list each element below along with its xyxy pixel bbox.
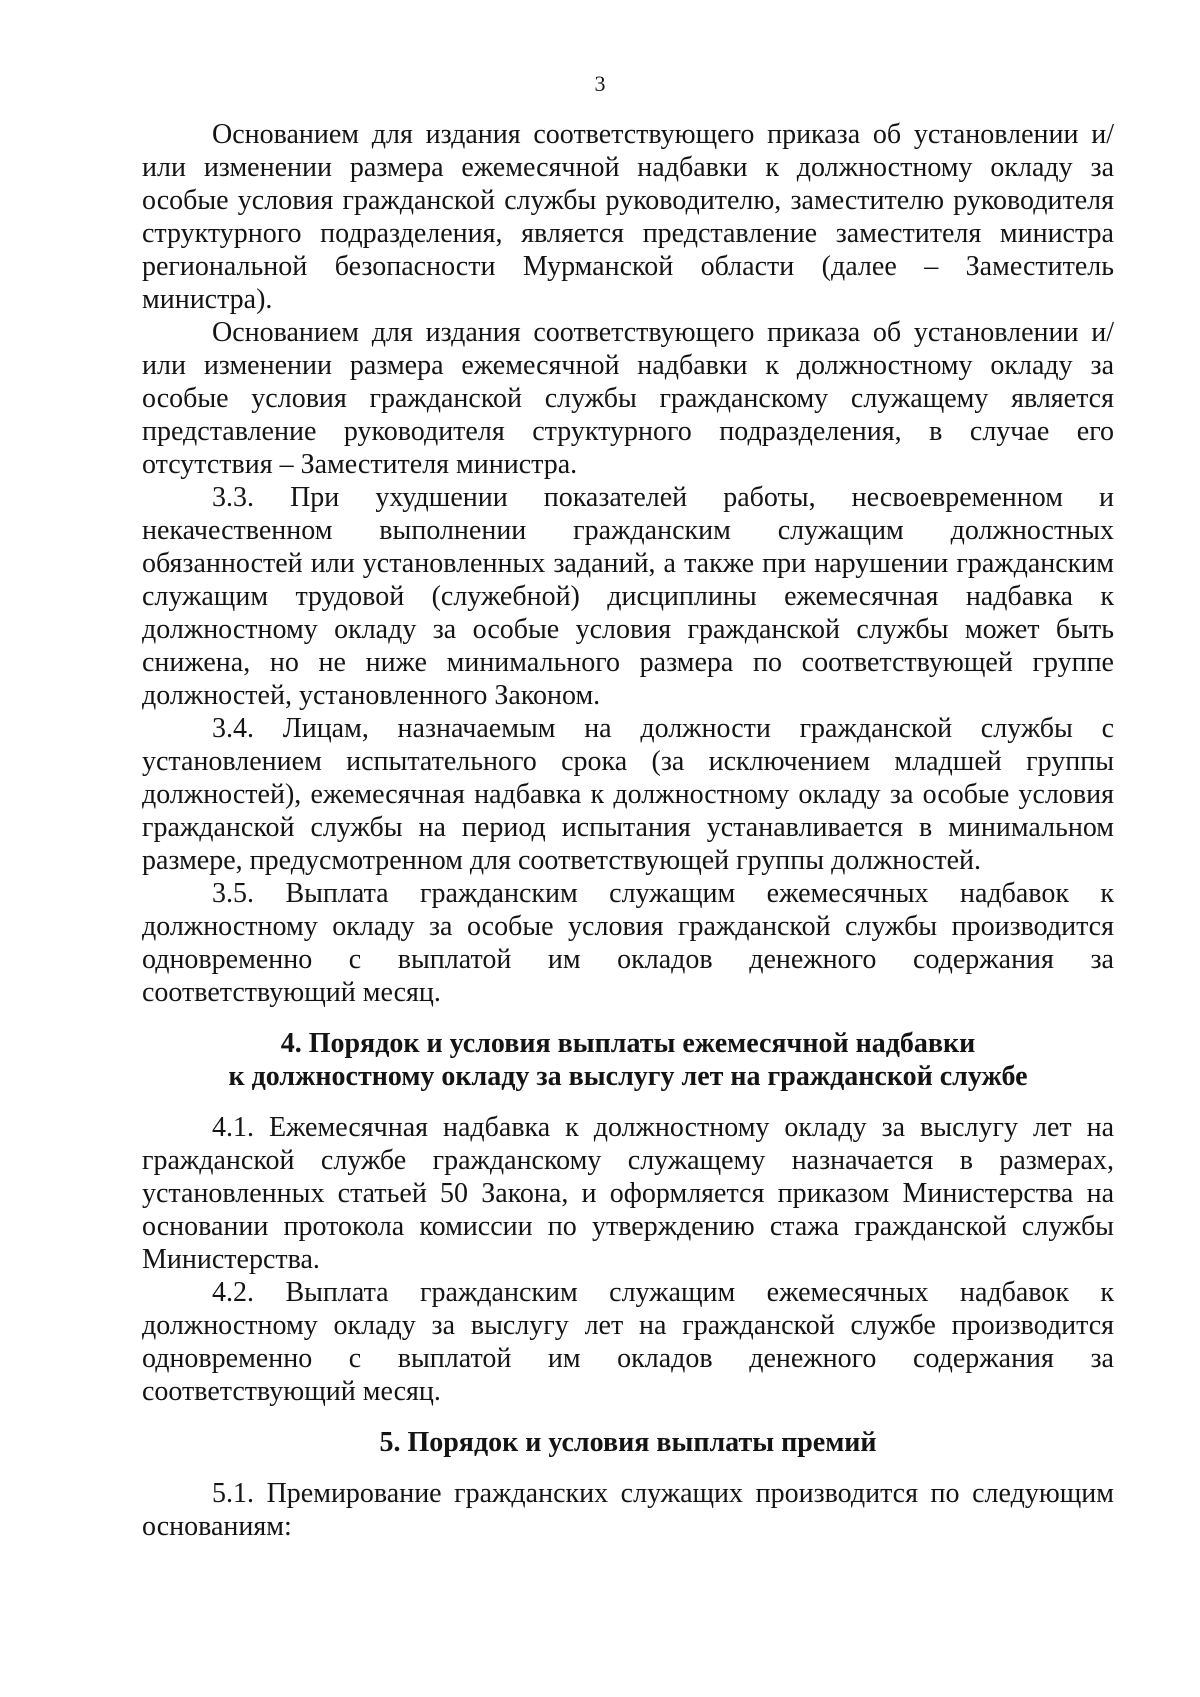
paragraph-basis-head: Основанием для издания соответствующего приказа об установлении и/или изменении размера ежемесячной надбавки к должностному окладу за особые условия гражданской службы руководителю, заместителю руководителя структурного подразделения, является представление заместителя министра региональной безопасности Мурманской области (далее – Заместитель министра).: [142, 119, 1114, 315]
section-4-heading-line-1: 4. Порядок и условия выплаты ежемесячной надбавки: [280, 1028, 976, 1059]
section-4-heading-line-2: к должностному окладу за выслугу лет на гражданской службе: [228, 1061, 1028, 1092]
paragraph-3-4: 3.4. Лицам, назначаемым на должности гражданской службы с установлением испытательного срока (за исключением младшей группы должностей), ежемесячная надбавка к должностному окладу за особые условия гражданской службы на период испытания устанавливается в минимальном размере, предусмотренном для соответствующей группы должностей.: [142, 713, 1114, 876]
paragraph-3-3: 3.3. При ухудшении показателей работы, несвоевременном и некачественном выполнении гражданским служащим должностных обязанностей или установленных заданий, а также при нарушении гражданским служащим трудовой (служебной) дисциплины ежемесячная надбавка к должностному окладу за особые условия гражданской службы может быть снижена, но не ниже минимального размера по соответствующей группе должностей, установленного Законом.: [142, 482, 1114, 711]
paragraph-4-1: 4.1. Ежемесячная надбавка к должностному окладу за выслугу лет на гражданской службе гражданскому служащему назначается в размерах, установленных статьей 50 Закона, и оформляется приказом Министерства на основании протокола комиссии по утверждению стажа гражданской службы Министерства.: [142, 1112, 1114, 1275]
paragraph-4-2: 4.2. Выплата гражданским служащим ежемесячных надбавок к должностному окладу за выслугу лет на гражданской службе производится одновременно с выплатой им окладов денежного содержания за соответствующий месяц.: [142, 1277, 1114, 1407]
page-number: 3: [594, 71, 606, 96]
paragraph-5-1: 5.1. Премирование гражданских служащих производится по следующим основаниям:: [142, 1478, 1114, 1542]
document-body: [142, 118, 1114, 1543]
section-5-heading: 5. Порядок и условия выплаты премий: [379, 1427, 877, 1458]
section-4-heading: [142, 1027, 1114, 1093]
paragraph-basis-employee: Основанием для издания соответствующего приказа об установлении и/или изменении размера ежемесячной надбавки к должностному окладу за особые условия гражданской службы гражданскому служащему является представление руководителя структурного подразделения, в случае его отсутствия – Заместителя министра.: [142, 317, 1114, 480]
paragraph-3-5: 3.5. Выплата гражданским служащим ежемесячных надбавок к должностному окладу за особые условия гражданской службы производится одновременно с выплатой им окладов денежного содержания за соответствующий месяц.: [142, 878, 1114, 1008]
